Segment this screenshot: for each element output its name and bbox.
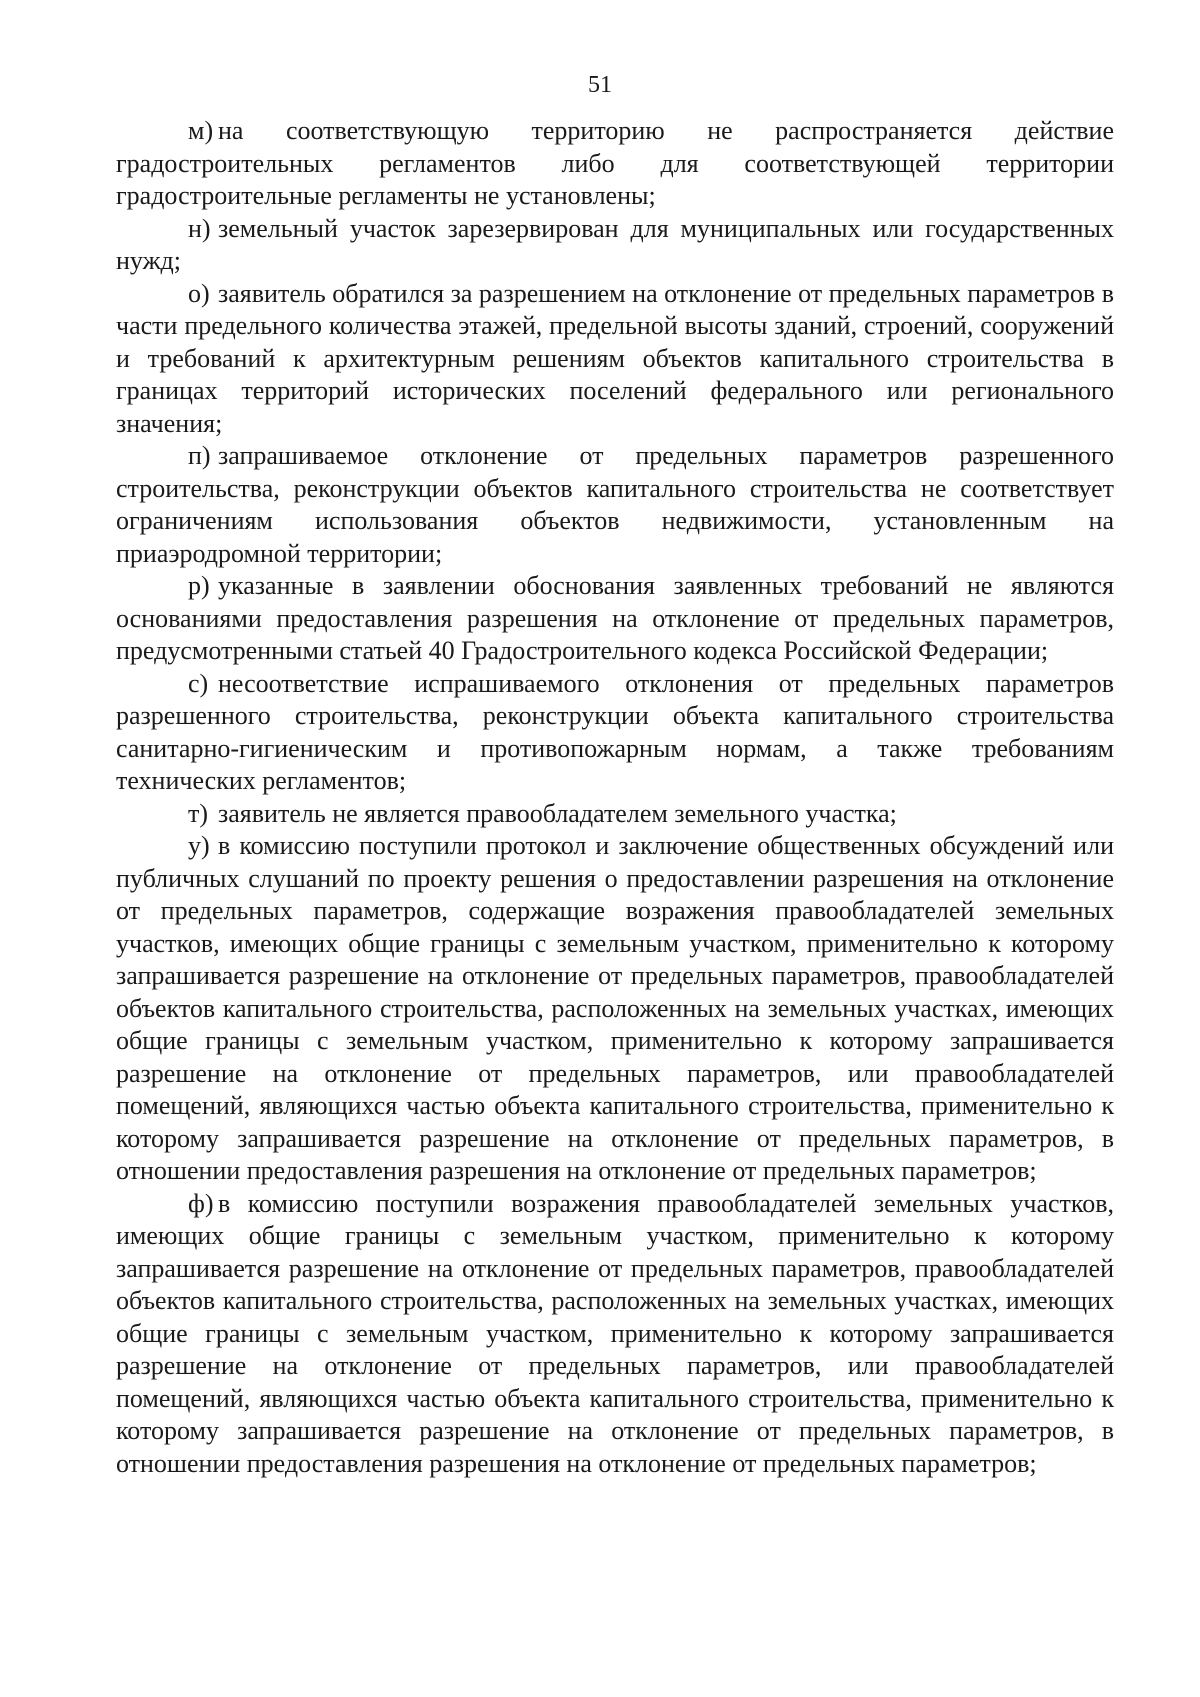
item-text: запрашиваемое отклонение от предельных параметров разрешенного строительства, реконструкции объектов капитального строительства не соответствует ограничениям использования объектов недвижимости, установленным на приаэродромной территории; (116, 441, 1114, 568)
item-marker: у) (188, 831, 210, 860)
item-marker: ф) (188, 1188, 214, 1218)
list-item-f (116, 1188, 1114, 1481)
item-text: на соответствующую территорию не распространяется действие градостроительных регламентов либо для соответствующей территории градостроительные регламенты не установлены; (116, 116, 1114, 210)
list-item-t (116, 798, 1114, 831)
item-text: в комиссию поступили возражения правообладателей земельных участков, имеющих общие границы с земельным участком, применительно к которому запрашивается разрешение на отклонение от предельных параметров, правообладателей объектов капитального строительства, расположенных на земельных участках, имеющих общие границы с земельным участком, применительно к которому запрашивается разрешение на отклонение от предельных параметров, или правообладателей помещений, являющихся частью объекта капитального строительства, применительно к которому запрашивается разрешение на отклонение от предельных параметров, в отношении предоставления разрешения на отклонение от предельных параметров; (116, 1188, 1114, 1478)
list-item-m (116, 115, 1114, 213)
list-item-p (116, 440, 1114, 570)
item-text: заявитель обратился за разрешением на отклонение от предельных параметров в части предельного количества этажей, предельной высоты зданий, строений, сооружений и требований к архитектурным решениям объектов капитального строительства в границах территорий исторических поселений федерального или регионального значения; (116, 278, 1114, 438)
item-marker: с) (188, 668, 209, 698)
page-number: 51 (588, 72, 612, 98)
item-marker: н) (188, 213, 211, 243)
item-marker: о) (188, 278, 210, 308)
item-text: в комиссию поступили протокол и заключение общественных обсуждений или публичных слушаний по проекту решения о предоставлении разрешения на отклонение от предельных параметров, содержащие возражения правообладателей земельных участков, имеющих общие границы с земельным участком, применительно к которому запрашивается разрешение на отклонение от предельных параметров, правообладателей объектов капитального строительства, расположенных на земельных участках, имеющих общие границы с земельным участком, применительно к которому запрашивается разрешение на отклонение от предельных параметров, или правообладателей помещений, являющихся частью объекта капитального строительства, применительно к которому запрашивается разрешение на отклонение от предельных параметров, в отношении предоставления разрешения на отклонение от предельных параметров; (116, 831, 1114, 1185)
item-text: земельный участок зарезервирован для муниципальных или государственных нужд; (116, 213, 1114, 275)
list-item-s (116, 668, 1114, 798)
document-body (116, 115, 1114, 1480)
item-text: несоответствие испрашиваемого отклонения от предельных параметров разрешенного строительства, реконструкции объекта капитального строительства санитарно-гигиеническим и противопожарным нормам, а также требованиям технических регламентов; (116, 668, 1114, 795)
item-text: указанные в заявлении обоснования заявленных требований не являются основаниями предоставления разрешения на отклонение от предельных параметров, предусмотренными статьей 40 Градостроительного кодекса Российской Федерации; (116, 571, 1114, 665)
item-marker: м) (188, 116, 214, 145)
list-item-r (116, 570, 1114, 668)
item-marker: т) (188, 798, 209, 828)
item-marker: п) (188, 441, 211, 470)
item-marker: р) (188, 571, 210, 600)
list-item-u (116, 830, 1114, 1188)
list-item-n (116, 213, 1114, 278)
list-item-o (116, 278, 1114, 441)
item-text: заявитель не является правообладателем земельного участка; (218, 798, 897, 828)
